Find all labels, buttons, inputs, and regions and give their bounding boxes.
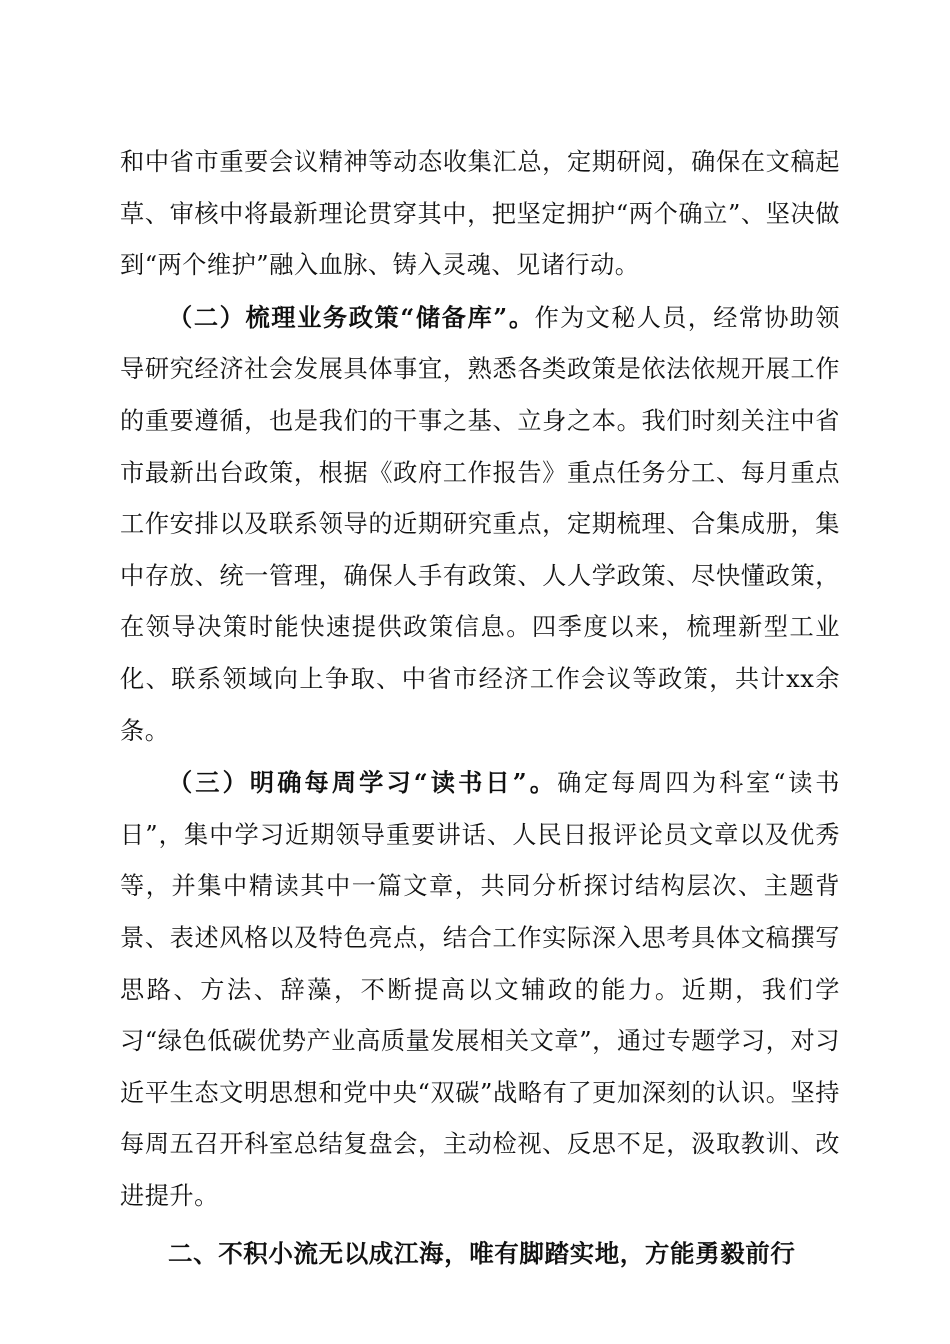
paragraph-text: 和中省市重要会议精神等动态收集汇总，定期研阅，确保在文稿起草、审核中将最新理论贯穿其中，把坚定拥护“两个确立”、坚决做到“两个维护”融入血脉、铸入灵魂、见诸行动。 bbox=[120, 148, 840, 280]
paragraph-continuation bbox=[120, 137, 840, 292]
paragraph-text: 作为文秘人员，经常协助领导研究经济社会发展具体事宜，熟悉各类政策是依法依规开展工作的重要遵循，也是我们的干事之基、立身之本。我们时刻关注中省市最新出台政策，根据《政府工作报告》重点任务分工、每月重点工作安排以及联系领导的近期研究重点，定期梳理、合集成册，集中存放、统一管理，确保人手有政策、人人学政策、尽快懂政策，在领导决策时能快速提供政策信息。四季度以来，梳理新型工业化、联系领域向上争取、中省市经济工作会议等政策，共计xx余条。 bbox=[120, 303, 840, 745]
paragraph-lead: （三）明确每周学习“读书日”。 bbox=[168, 768, 558, 798]
paragraph-text: 确定每周四为科室“读书日”，集中学习近期领导重要讲话、人民日报评论员文章以及优秀等，并集中精读其中一篇文章，共同分析探讨结构层次、主题背景、表述风格以及特色亮点，结合工作实际深入思考具体文稿撰写思路、方法、辞藻，不断提高以文辅政的能力。近期，我们学习“绿色低碳优势产业高质量发展相关文章”，通过专题学习，对习近平生态文明思想和党中央“双碳”战略有了更加深刻的认识。坚持每周五召开科室总结复盘会，主动检视、反思不足，汲取教训、改进提升。 bbox=[120, 769, 840, 1210]
paragraph-policy-reserve bbox=[120, 292, 840, 757]
document-body bbox=[120, 137, 840, 1280]
paragraph-reading-day bbox=[120, 757, 840, 1222]
paragraph-lead: （二）梳理业务政策“储备库”。 bbox=[168, 302, 535, 332]
section-heading: 二、不积小流无以成江海，唯有脚踏实地，方能勇毅前行 bbox=[168, 1239, 796, 1269]
